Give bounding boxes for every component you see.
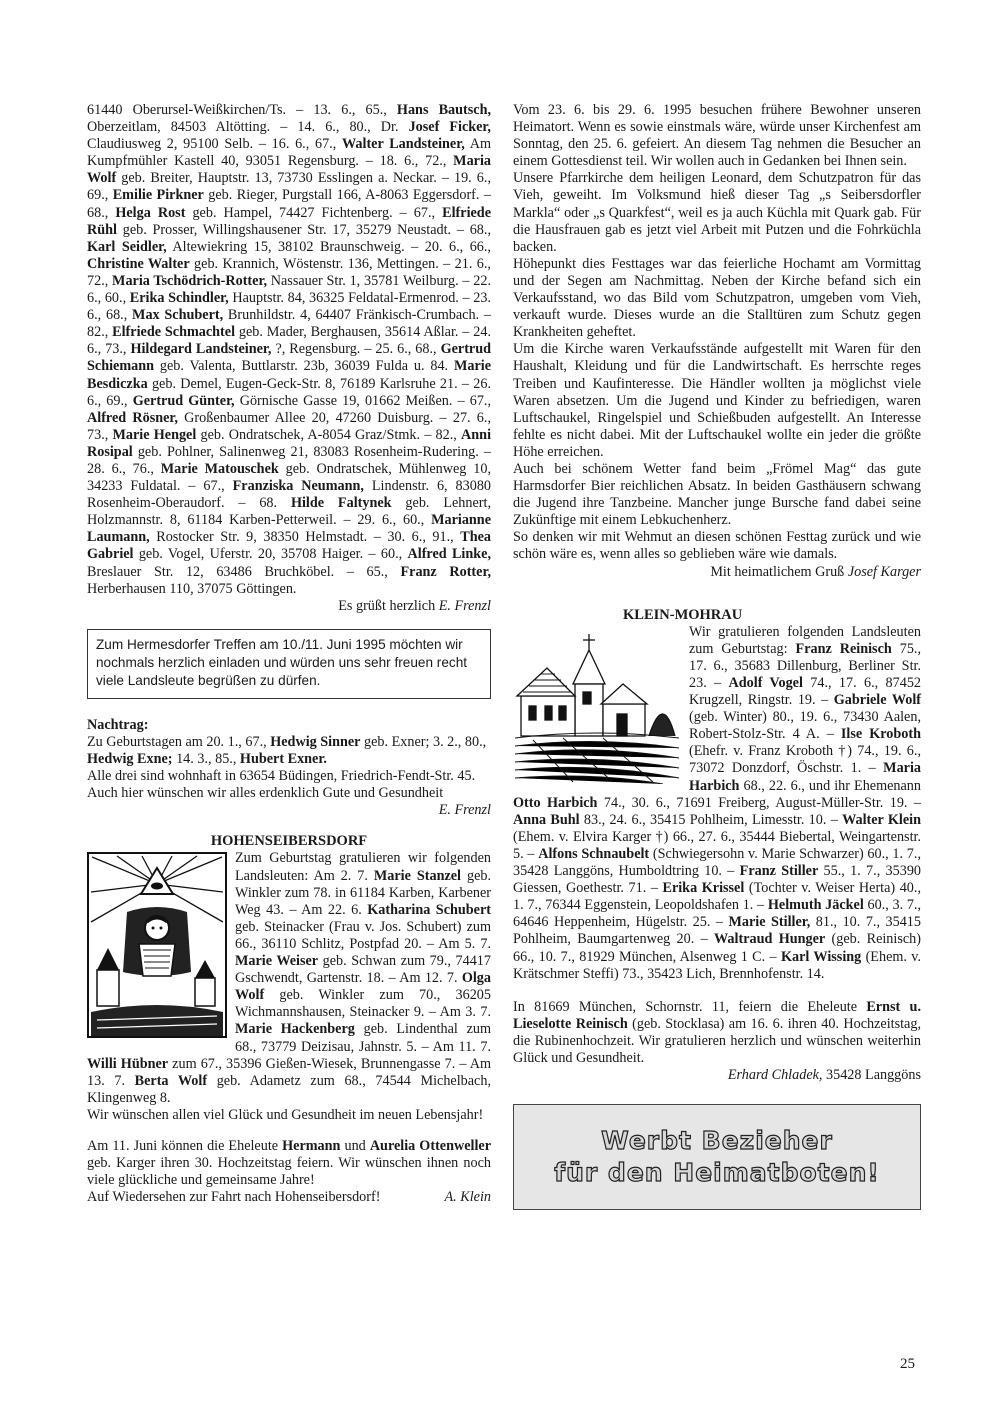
nachtrag-address: Alle drei sind wohnhaft in 63654 Büdingen, Friedrich-Fendt-Str. 45.: [87, 768, 476, 785]
festival-paragraph-5: Auch bei schönem Wetter fand beim „Frömel Mag“ das gute Harmsdorfer Bier reichlichen Absatz. In beiden Gasthäusern schwang die Jugend ihre Tanzbeine. Mancher junge Bursche fand dabei seine Zukünftige mit einem Lebkuchenherz.: [513, 460, 921, 529]
text-run: geb. Prosser, Willingshausener Str. 17, 35279 Neustadt. – 68.,: [116, 221, 491, 238]
text-run: geb. Pohlner, Salinenweg 21, 83083 Rosenheim-Rudering. – 28. 6., 76.,: [87, 443, 491, 477]
person-name: Katharina Schubert: [367, 901, 491, 918]
text-run: zum 67., 35396 Gießen-Wiesek, Brunnengasse 7. – Am 13. 7.: [87, 1055, 492, 1089]
person-name: Adolf Vogel: [728, 675, 803, 691]
person-name: Willi Hübner: [87, 1055, 169, 1072]
section-title-hohenseibersdorf: HOHENSEIBERSDORF: [210, 833, 368, 850]
text-run: 14. 3., 85.,: [172, 751, 240, 767]
text-run: Görnische Gasse 19, 01662 Meißen. – 67.,: [234, 392, 492, 409]
person-name: Marie Stanzel: [373, 867, 462, 884]
person-name: Marie Weiser: [235, 953, 319, 970]
text-run: Rostocker Str. 9, 38350 Helmstadt. – 30. 6., 91.,: [149, 529, 461, 546]
text-run: geb. Krannich, Wöstenstr. 136, Mettingen. – 21. 6., 72.,: [87, 255, 491, 289]
person-name: Marie Hackenberg: [235, 1021, 355, 1038]
text-run: 68., 22. 6., und ihr Ehemenann: [739, 777, 921, 794]
text-run: geb. Ondratschek, A-8054 Graz/Stmk. – 82.,: [196, 426, 462, 443]
text-run: 74., 30. 6., 71691 Freiberg, August-Müller-Str. 19. –: [597, 794, 921, 811]
person-name: Maria Harbich: [689, 760, 921, 794]
text-run: geb. Steinacker (Frau v. Jos. Schubert) zum 66., 36110 Schlitz, Postpfad 20. – Am 5. 7.: [235, 918, 491, 952]
person-name: Thea Gabriel: [87, 529, 491, 563]
text-run: geb. Demel, Eugen-Geck-Str. 8, 76189 Karlsruhe 21. – 26. 6., 69.,: [87, 375, 491, 409]
text-run: geb. Hampel, 74427 Fichtenberg. – 67.,: [185, 204, 443, 221]
text-run: (Schwiegersohn v. Marie Schwarzer) 60., 1. 7., 35428 Langgöns, Humboldtring 10. –: [513, 845, 921, 880]
person-name: Franz Reinisch: [795, 640, 892, 657]
text-run: geb. Lehnert, Holzmannstr. 8, 61184 Karben-Petterweil. – 29. 6., 60.,: [87, 495, 491, 529]
text-run: geb. Rieger, Purgstall 166, A-8063 Eggersdorf. – 68.,: [87, 187, 491, 221]
subscriber-banner: [513, 1104, 921, 1210]
festival-paragraph-3: Höhepunkt dies Festtages war das feierliche Hochamt am Vormittag und der Segen am Nachmittag. Neben der Kirche befand sich ein Verkaufsstand, wo das Bild vom Schutzpatron, umgeben vom Vieh, verkauft wurde. Dieses wurde an die Stalltüren zum Schutz gegen Krankheiten geheftet.: [513, 255, 921, 341]
text-run: Wir gratulieren folgenden Landsleuten zum Geburtstag:: [689, 623, 921, 657]
text-run: geb. Breiter, Hauptstr. 13, 73730 Esslingen a. Neckar. – 19. 6., 69.,: [87, 170, 491, 204]
person-name: Franz Rotter,: [400, 563, 491, 580]
text-run: Zum Geburtstag gratulieren wir folgenden Landsleuten: Am 2. 7.: [235, 850, 491, 884]
person-name: Hedwig Exne;: [87, 751, 173, 767]
person-name: Marie Matouschek: [160, 460, 279, 477]
church-illustration-icon: [513, 632, 681, 784]
text-run: geb. Mader, Berghausen, 35614 Aßlar. – 24. 6., 73.,: [87, 324, 492, 358]
text-run: (geb. Stocklasa) am 16. 6. ihren 40. Hochzeitstag, die Rubinenhochzeit. Wir gratulieren herzlich und wünschen weiterhin Glück und Gesundheit.: [513, 1015, 921, 1066]
signature-chladek: Erhard Chladek, 35428 Langgöns: [727, 1067, 921, 1084]
text-run: 55., 1. 7., 35390 Giessen, Goethestr. 71. –: [513, 863, 922, 897]
person-name: Aurelia Ottenweller: [369, 1137, 491, 1154]
person-name: Ernst u. Lieselotte Reinisch: [513, 998, 921, 1032]
person-name: Helmuth Jäckel: [767, 897, 864, 914]
text-run: 61440 Oberursel-Weißkirchen/Ts. – 13. 6., 65.,: [87, 102, 397, 118]
text-run: Nassauer Str. 1, 35781 Weilburg. – 22. 6., 60.,: [87, 272, 492, 307]
text-run: geb. Exner; 3. 2., 80.,: [360, 733, 487, 750]
text-run: 75., 17. 6., 35683 Dillenburg, Berliner Str. 23. –: [689, 640, 921, 691]
person-name: Marie Hengel: [112, 426, 197, 443]
person-name: Ilse Kroboth: [840, 726, 921, 743]
text-run: geb. Ondratschek, Mühlenweg 10, 34233 Fuldatal. – 67.,: [87, 460, 491, 495]
text-run: 83., 24. 6., 35415 Pohlheim, Limesstr. 10. –: [579, 811, 843, 828]
person-name: Marie Besdiczka: [87, 358, 491, 392]
person-name: Marie Stiller,: [728, 914, 811, 931]
text-run: (Ehefr. v. Franz Kroboth †) 74., 19. 6., 73072 Donzdorf, Öschstr. 1. –: [689, 743, 921, 777]
banner-line-1: Werbt Bezieher: [601, 1126, 833, 1156]
text-run: ?, Regensburg. – 25. 6., 68.,: [271, 341, 441, 358]
signature-frenzl: Es grüßt herzlich E. Frenzl: [338, 597, 491, 614]
text-run: (geb. Reinisch) 66., 10. 7., 81929 München, Alsenweg 1 C. –: [513, 931, 921, 965]
wishes-paragraph: Auch hier wünschen wir alles erdenklich Gute und Gesundheit: [87, 785, 444, 802]
text-run: (geb. Winter) 80., 19. 6., 73430 Aalen, Robert-Stolz-Str. 4 A. –: [689, 709, 921, 743]
person-name: Gabriele Wolf: [833, 692, 921, 709]
person-name: Hermann: [282, 1137, 341, 1154]
person-name: Franz Stiller: [739, 863, 819, 880]
person-name: Maria Tschödrich-Rotter,: [112, 272, 267, 289]
section-title-klein-mohrau: KLEIN-MOHRAU: [623, 606, 743, 623]
nachtrag-paragraph: [87, 734, 491, 768]
person-name: Franziska Neumann,: [232, 478, 364, 495]
text-run: geb. Lindenthal zum 68., 73779 Deizisau, Jahnstr. 5. – Am 11. 7.: [235, 1021, 492, 1055]
person-name: Alfons Schnaubelt: [538, 845, 650, 862]
person-name: Hilde Faltynek: [290, 495, 392, 512]
text-run: Am Kumpfmühler Kastell 40, 93051 Regensburg. – 18. 6., 72.,: [87, 136, 491, 170]
person-name: Hans Bautsch,: [396, 102, 492, 118]
text-run: In 81669 München, Schornstr. 11, feiern die Eheleute: [513, 998, 867, 1015]
klein-mohrau-birthdays: [513, 624, 921, 983]
person-name: Anni Rosipal: [87, 426, 492, 460]
festival-paragraph-4: Um die Kirche waren Verkaufsstände aufgestellt mit Waren für den Haushalt, Kleidung und für die Landwirtschaft. Es herrschte reges Treiben und Kaufinteresse. Die Händler wollten ja möglichst viele Waren absetzen. Um die Jugend und Kinder zu befriedigen, waren Luftschaukel, Ringelspiel und Schießbuden aufgestellt. An Interesse fehlte es nicht dabei. Mit der Luftschaukel wollte ein jeder die größte Höhe erreichen.: [513, 341, 921, 460]
person-name: Helga Rost: [115, 204, 186, 221]
person-name: Walter Landsteiner,: [342, 136, 465, 153]
nachtrag-title: Nachtrag:: [87, 716, 149, 733]
person-name: Alfred Linke,: [407, 546, 491, 563]
text-run: geb. Adametz zum 68., 74544 Michelbach, Klingenweg 8.: [87, 1072, 491, 1106]
text-run: Altewiekring 15, 38102 Braunschweig. – 20. 6., 66.,: [166, 238, 491, 255]
text-run: Breslauer Str. 12, 63486 Bruchköbel. – 65.,: [87, 563, 401, 580]
text-run: geb. Valenta, Buttlarstr. 23b, 36039 Fulda u. 84.: [154, 358, 454, 375]
person-name: Max Schubert,: [132, 307, 224, 324]
text-run: Brunhildstr. 4, 64407 Fränkisch-Crumbach. – 82.,: [87, 307, 491, 341]
text-run: (Ehem. v. Krätschmer Steffi) 73., 35423 Lich, Brennhofenstr. 14.: [513, 948, 921, 982]
wishes-new-year: Wir wünschen allen viel Glück und Gesundheit im neuen Lebensjahr!: [87, 1106, 484, 1123]
text-run: Großenbaumer Allee 20, 47260 Duisburg. – 27. 6., 73.,: [87, 409, 491, 443]
person-name: Walter Klein: [842, 811, 921, 828]
text-run: 60., 3. 7., 64646 Heppenheim, Hügelstr. 25. –: [513, 897, 921, 931]
signature-frenzl-2: E. Frenzl: [438, 802, 491, 819]
page-number: 25: [900, 1356, 915, 1372]
person-name: Emilie Pirkner: [112, 187, 204, 204]
person-name: Christine Walter: [87, 255, 190, 272]
text-run: Zu Geburtstagen am 20. 1., 67.,: [87, 733, 271, 750]
person-name: Josef Ficker,: [408, 119, 491, 136]
person-name: Erika Schindler,: [129, 290, 229, 307]
golden-wedding-paragraph: [513, 999, 921, 1067]
festival-paragraph-6: So denken wir mit Wehmut an diesen schönen Festtag zurück und wie schön wäre es, wenn alles so geblieben wäre wie damals.: [513, 529, 921, 563]
text-run: geb. Winkler zum 70., 36205 Wichmannshausen, Steinacker 9. – Am 3. 7.: [235, 987, 491, 1021]
farewell-line: Auf Wiedersehen zur Fahrt nach Hohenseibersdorf! A. Klein: [87, 1189, 491, 1206]
person-name: Elfriede Schmachtel: [112, 324, 236, 341]
text-run: Am 11. Juni können die Eheleute: [87, 1137, 283, 1154]
left-column: [87, 102, 491, 1206]
text-run: Lindenstr. 6, 83080 Rosenheim-Oberaudorf. – 68.: [87, 478, 492, 512]
person-name: Maria Wolf: [87, 153, 491, 187]
text-run: und: [340, 1137, 370, 1154]
text-run: geb. Schwan zum 79., 74417 Gschwendt, Gartenstr. 18. – Am 12. 7.: [235, 953, 491, 987]
person-name: Erika Krissel: [662, 880, 745, 897]
text-run: Claudiusweg 2, 95100 Selb. – 16. 6., 67.,: [87, 136, 342, 153]
person-name: Hildegard Landsteiner,: [130, 341, 272, 358]
text-run: Oberzeitlam, 84503 Altötting. – 14. 6., 80., Dr.: [87, 119, 409, 136]
right-column: [513, 102, 921, 1210]
text-run: Hauptstr. 84, 36325 Feldatal-Ermenrod. – 23. 6., 68.,: [87, 290, 491, 324]
person-name: Berta Wolf: [134, 1072, 208, 1089]
person-name: Otto Harbich: [513, 794, 598, 811]
hohenseibersdorf-birthdays: [87, 850, 491, 1106]
birthday-list-paragraph: [87, 102, 491, 598]
person-name: Marianne Laumann,: [87, 512, 491, 546]
hermesdorf-meeting-notice: Zum Hermesdorfer Treffen am 10./11. Juni 1995 möchten wir nochmals herzlich einladen und würden uns sehr freuen recht viele Landsleute begrüßen zu dürfen.: [87, 629, 491, 699]
text-run: Herberhausen 110, 37075 Göttingen.: [87, 580, 297, 597]
person-name: Karl Seidler,: [87, 238, 167, 255]
person-name: Olga Wolf: [235, 970, 491, 1004]
text-run: 74., 17. 6., 87452 Krugzell, Ringstr. 19. –: [689, 675, 922, 709]
text-run: 81., 10. 7., 35415 Pohlheim, Baumgartenweg 20. –: [513, 914, 921, 948]
person-name: Elfriede Rühl: [87, 204, 491, 238]
person-name: Hedwig Sinner: [270, 733, 361, 750]
text-run: (Ehem. v. Elvira Karger †) 66., 27. 6., 35444 Biebertal, Weingartenstr. 5. –: [513, 828, 921, 862]
woodcut-illustration-icon: [87, 852, 227, 1038]
text-run: (Tochter v. Weiser Herta) 40., 1. 7., 76344 Eggenstein, Leopoldshafen 1. –: [513, 880, 921, 914]
signature-karger: Mit heimatlichem Gruß Josef Karger: [710, 563, 921, 580]
text-run: geb. Karger ihren 30. Hochzeitstag feiern. Wir wünschen ihnen noch viele glückliche und gemeinsame Jahre!: [87, 1155, 491, 1189]
person-name: Karl Wissing: [780, 948, 862, 965]
wedding-anniversary-paragraph: [87, 1138, 491, 1189]
banner-line-2: für den Heimatboten!: [554, 1158, 880, 1188]
person-name: Gertrud Günter,: [132, 392, 235, 409]
person-name: Anna Buhl: [513, 811, 580, 828]
text-run: geb. Winkler zum 78. in 61184 Karben, Karbener Weg 43. – Am 22. 6.: [235, 867, 492, 918]
text-run: geb. Vogel, Uferstr. 20, 35708 Haiger. – 60.,: [133, 546, 408, 563]
person-name: Gertrud Schiemann: [87, 341, 491, 375]
festival-paragraph-2: Unsere Pfarrkirche dem heiligen Leonard, dem Schutzpatron für das Vieh, geweiht. Im Volksmund hieß dieser Tag „s Seibersdorfler Markla“ oder „s Quarkfest“, weil es ja auch Küchla mit Quark gab. Für die Hausfrauen gab es jetzt viel Arbeit mit Putzen und die Fohrküchla backen.: [513, 170, 921, 255]
person-name: Alfred Rösner,: [87, 409, 178, 426]
festival-paragraph-1: Vom 23. 6. bis 29. 6. 1995 besuchen frühere Bewohner unseren Heimatort. Wenn es sowie einstmals wäre, würde unser Kirchenfest am Sonntag, den 25. 6. gefeiert. An diesem Tag nehmen die Besucher an einem Gottesdienst teil. Wir wollen auch in Gedanken bei Ihnen sein.: [513, 102, 921, 170]
person-name: Waltraud Hunger: [714, 931, 826, 948]
person-name: Hubert Exner.: [239, 751, 327, 767]
